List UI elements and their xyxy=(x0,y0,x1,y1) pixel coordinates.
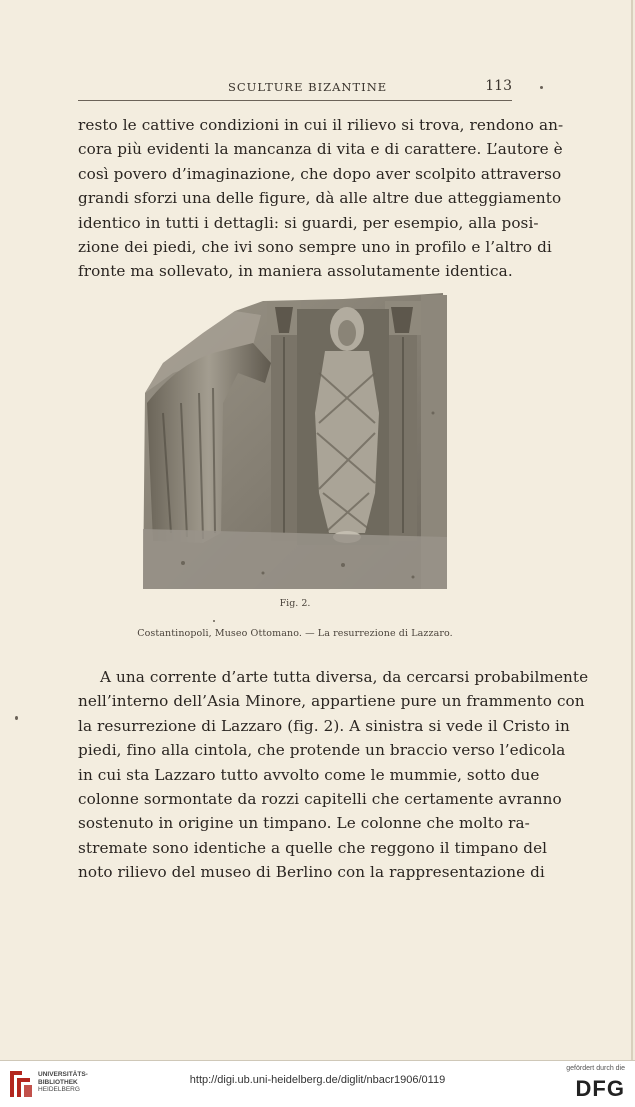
page-number: 113 xyxy=(485,78,512,94)
header-rule xyxy=(78,100,512,101)
text-line: grandi sforzi una delle figure, dà alle altre due atteggiamento xyxy=(78,189,562,208)
library-line: HEIDELBERG xyxy=(38,1086,80,1093)
text-line: sostenuto in origine un timpano. Le colonne che molto ra- xyxy=(78,814,530,833)
text-line: zione dei piedi, che ivi sono sempre uno in profilo e l’altro di xyxy=(78,237,552,256)
page-header xyxy=(78,78,512,98)
dfg-logo: DFG xyxy=(575,1076,625,1101)
text-line: così povero d’imaginazione, che dopo aver scolpito attraverso xyxy=(78,164,562,183)
running-title: SCULTURE BIZANTINE xyxy=(228,80,388,94)
paragraph-2 xyxy=(78,665,589,885)
figure-caption: Costantinopoli, Museo Ottomano. — La resurrezione di Lazzaro. xyxy=(137,628,453,639)
funding-note: gefördert durch die xyxy=(566,1065,625,1072)
scan-speck xyxy=(540,86,543,89)
library-line: BIBLIOTHEK xyxy=(38,1078,78,1086)
relief-photograph xyxy=(143,293,448,589)
figure-label: Fig. 2. xyxy=(279,598,311,609)
text-line: fronte ma sollevato, in maniera assolutamente identica. xyxy=(78,262,513,281)
text-line: noto rilievo del museo di Berlino con la rappresentazione di xyxy=(78,863,545,882)
text-line: identico in tutti i dettagli: si guardi, per esempio, alla posi- xyxy=(78,213,539,232)
scan-speck xyxy=(213,620,215,622)
scan-speck xyxy=(15,716,18,720)
text-line: la resurrezione di Lazzaro (fig. 2). A sinistra si vede il Cristo in xyxy=(78,716,570,735)
relief-image xyxy=(143,293,448,589)
source-url-link[interactable]: http://digi.ub.uni-heidelberg.de/diglit/nbacr1906/0119 xyxy=(189,1074,446,1086)
text-line: in cui sta Lazzaro tutto avvolto come le mummie, sotto due xyxy=(78,765,540,784)
text-line: A una corrente d’arte tutta diversa, da cercarsi probabilmente xyxy=(100,668,589,686)
paragraph-1 xyxy=(78,113,564,284)
text-line: colonne sormontate da rozzi capitelli che certamente avranno xyxy=(78,789,562,808)
text-line: piedi, fino alla cintola, che protende un braccio verso l’edicola xyxy=(78,741,566,760)
footer-bar xyxy=(0,1060,635,1107)
text-line: nell’interno dell’Asia Minore, appartiene pure un frammento con xyxy=(78,692,585,711)
text-line: stremate sono identiche a quelle che reggono il timpano del xyxy=(78,838,548,857)
library-line: UNIVERSITÄTS- xyxy=(38,1071,88,1078)
text-line: resto le cattive condizioni in cui il rilievo si trova, rendono an- xyxy=(78,116,564,134)
text-line: cora più evidenti la mancanza di vita e di carattere. L’autore è xyxy=(78,140,563,159)
